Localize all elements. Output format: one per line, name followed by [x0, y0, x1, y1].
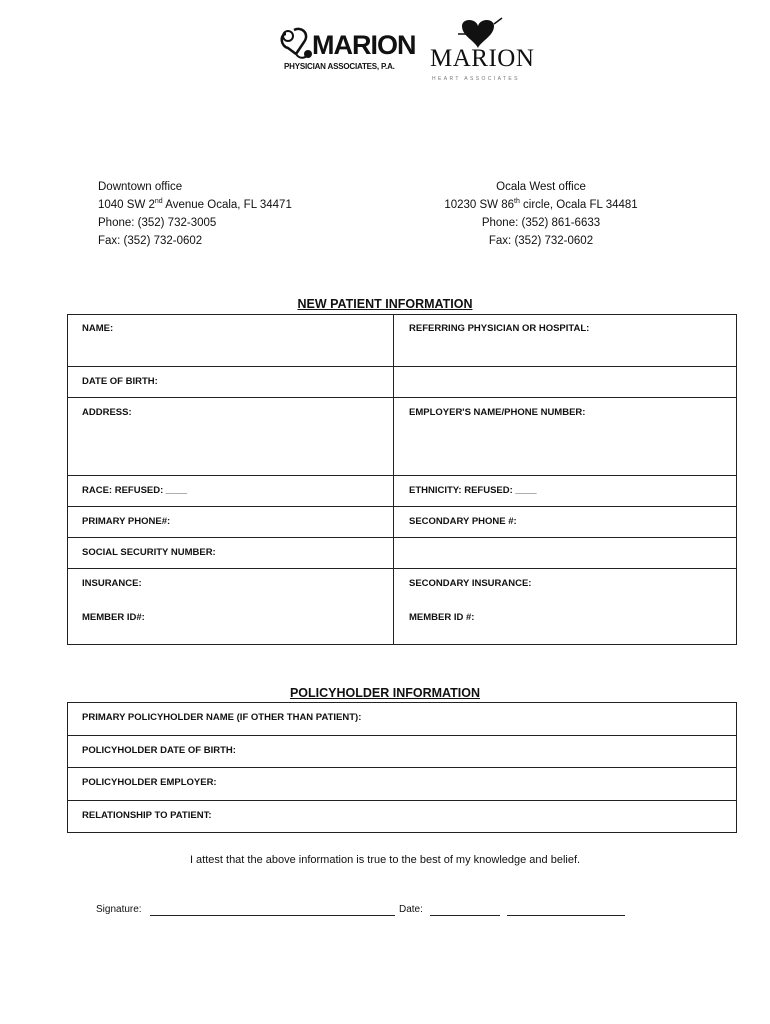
relationship-label: RELATIONSHIP TO PATIENT:: [82, 810, 212, 821]
office-name: Downtown office: [98, 181, 183, 193]
office-phone: Phone: (352) 861-6633: [481, 217, 601, 229]
office-fax: Fax: (352) 732-0602: [488, 235, 594, 247]
office-name: Ocala West office: [496, 181, 586, 193]
new-patient-title: NEW PATIENT INFORMATION: [297, 297, 473, 311]
office-fax: Fax: (352) 732-0602: [98, 235, 203, 247]
dob-field-label: DATE OF BIRTH:: [82, 376, 158, 387]
date-line-extension[interactable]: [507, 915, 625, 916]
ethnicity-field-label: ETHNICITY: REFUSED: ____: [409, 485, 537, 496]
office-address: 1040 SW 2nd Avenue Ocala, FL 34471: [98, 198, 292, 211]
race-field-label: RACE: REFUSED: ____: [82, 485, 188, 496]
secondary-phone-label: SECONDARY PHONE #:: [409, 516, 517, 527]
secondary-member-id-label: MEMBER ID #:: [409, 612, 475, 623]
signature-line[interactable]: [150, 915, 395, 916]
downtown-office-block: [98, 178, 292, 250]
date-label: Date:: [399, 904, 423, 915]
marion-physician-logo: [278, 22, 416, 82]
heart-icon: [454, 16, 504, 48]
secondary-insurance-label: SECONDARY INSURANCE:: [409, 578, 532, 589]
policyholder-employer-label: POLICYHOLDER EMPLOYER:: [82, 777, 217, 788]
address-field-label: ADDRESS:: [82, 407, 132, 418]
signature-label: Signature:: [96, 904, 142, 915]
date-line[interactable]: [430, 915, 500, 916]
ssn-field-label: SOCIAL SECURITY NUMBER:: [82, 547, 216, 558]
logo-wordmark-serif: MARION: [430, 45, 535, 72]
attestation-statement: I attest that the above information is true to the best of my knowledge and belief.: [189, 854, 581, 866]
marion-heart-logo: [428, 16, 538, 82]
insurance-field-label: INSURANCE:: [82, 578, 142, 589]
policyholder-dob-label: POLICYHOLDER DATE OF BIRTH:: [82, 745, 236, 756]
primary-phone-label: PRIMARY PHONE#:: [82, 516, 171, 527]
ocala-west-office-block: [410, 178, 672, 250]
name-field-label: NAME:: [82, 323, 114, 334]
office-address: 10230 SW 86th circle, Ocala FL 34481: [444, 198, 638, 211]
logo-wordmark: MARION: [312, 30, 416, 60]
logo-subtitle-faint: HEART ASSOCIATES: [432, 76, 520, 82]
member-id-label: MEMBER ID#:: [82, 612, 145, 623]
employer-field-label: EMPLOYER'S NAME/PHONE NUMBER:: [409, 407, 586, 418]
policyholder-title: POLICYHOLDER INFORMATION: [289, 686, 481, 700]
office-phone: Phone: (352) 732-3005: [98, 217, 217, 229]
referring-physician-label: REFERRING PHYSICIAN OR HOSPITAL:: [409, 323, 590, 334]
policyholder-name-label: PRIMARY POLICYHOLDER NAME (IF OTHER THAN PATIENT):: [82, 712, 362, 723]
logo-subtitle: PHYSICIAN ASSOCIATES, P.A.: [284, 62, 395, 71]
